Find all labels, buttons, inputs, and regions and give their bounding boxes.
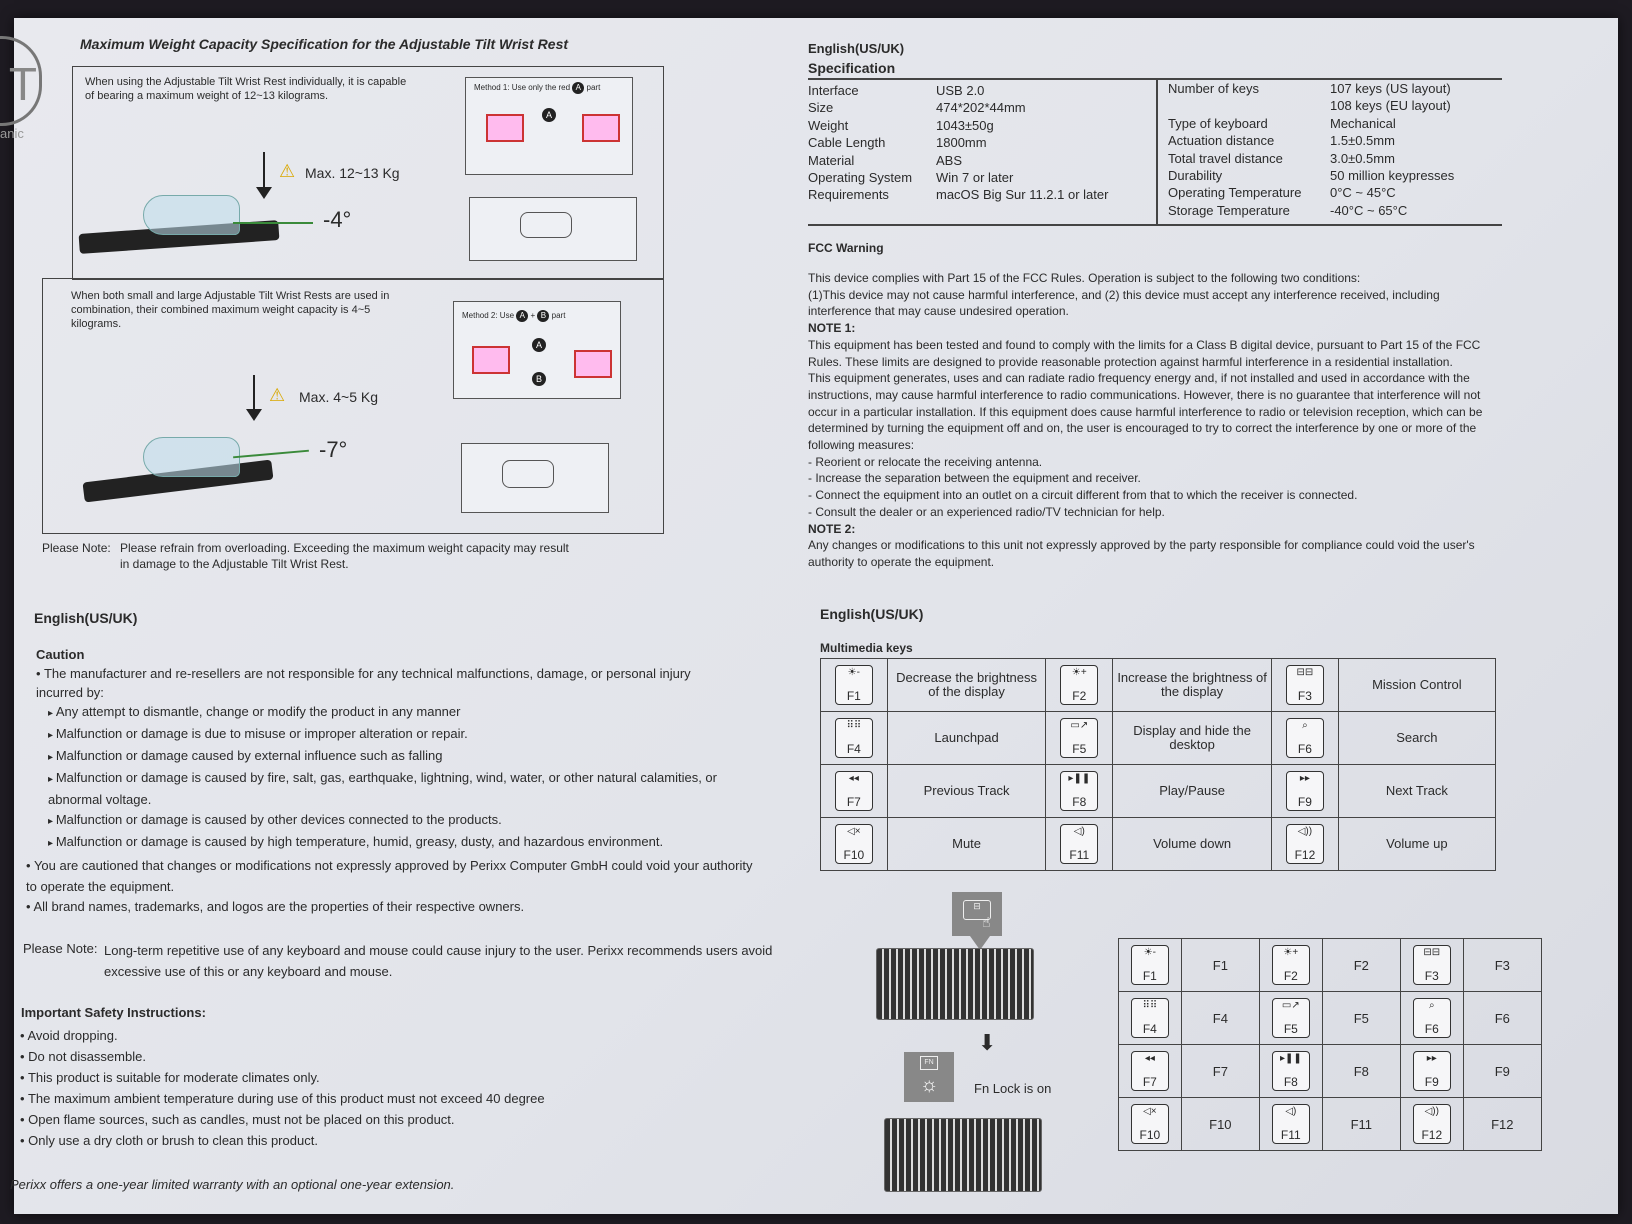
key-glyph-icon: ⌕ <box>1428 1000 1435 1011</box>
fn-lock-label: Fn Lock is on <box>974 1081 1052 1096</box>
spec-value: 3.0±0.5mm <box>1330 150 1395 166</box>
key-glyph-icon: ⌕ <box>1302 720 1308 731</box>
fn-row <box>1119 992 1542 1045</box>
angle-label-2: -7° <box>319 437 348 462</box>
key-cell <box>821 659 888 712</box>
angle-label-1: -4° <box>323 207 352 232</box>
spec-row <box>1168 132 1508 149</box>
caution-item: ▸ Malfunction or damage is due to misuse or improper alteration or repair. <box>48 724 768 746</box>
note2-line: authority to operate the equipment. <box>808 554 995 569</box>
spec-row <box>1168 202 1508 219</box>
key-glyph-icon: ◂◂ <box>848 773 859 784</box>
wrist-rest-right-icon <box>574 350 612 378</box>
spec-row <box>808 82 1148 99</box>
key-cell <box>1259 939 1322 992</box>
note1-line: - Connect the equipment into an outlet on a circuit different from that to which the receiver is connected. <box>808 488 1358 503</box>
multimedia-title: Multimedia keys <box>820 641 913 655</box>
key-description: Mission Control <box>1338 659 1495 712</box>
function-key-icon <box>1131 998 1169 1038</box>
spec-label: Number of keys <box>1168 81 1260 96</box>
function-key-icon <box>1060 665 1098 705</box>
note1-line: - Increase the separation between the equipment and receiver. <box>808 471 1141 486</box>
key-glyph-icon: ◁) <box>1285 1106 1297 1117</box>
key-label: F4 <box>846 742 861 756</box>
fcc-title: FCC Warning <box>808 241 884 255</box>
key-cell <box>1400 992 1463 1045</box>
function-key-icon <box>1060 824 1098 864</box>
right-language-heading-2: English(US/UK) <box>820 606 924 622</box>
spec-value: -40°C ~ 65°C <box>1330 202 1408 218</box>
key-label: F11 <box>1069 848 1090 862</box>
spec-value: 474*202*44mm <box>936 100 1026 116</box>
please-note-label: Please Note: <box>42 541 111 555</box>
note1-line: This equipment has been tested and found to comply with the limits for a Class B digital device, pursuant to Part 15 of the FCC <box>808 337 1481 352</box>
key-glyph-icon: ⊟⊟ <box>1296 667 1314 678</box>
max-weight-label-2: Max. 4~5 Kg <box>299 389 378 405</box>
safety-item: • Open flame sources, such as candles, must not be placed on this product. <box>20 1109 720 1130</box>
spec-value: macOS Big Sur 11.2.1 or later <box>936 187 1109 203</box>
key-label: F12 <box>1421 1128 1443 1142</box>
multimedia-row <box>821 659 1496 712</box>
fn-key-label: F10 <box>1181 1098 1259 1151</box>
fn-key-label: F2 <box>1322 939 1400 992</box>
spec-bottom-rule <box>808 224 1502 226</box>
spec-divider <box>1156 78 1158 224</box>
spec-value: Mechanical <box>1330 115 1396 131</box>
hand-illustration-1 <box>143 195 240 235</box>
injury-note-text: Long-term repetitive use of any keyboard and mouse could cause injury to the user. Perixx recommends users avoid excessive use of this or any keyboard and mouse. <box>104 943 773 979</box>
fcc-line: interference that may cause undesired operation. <box>808 304 1069 319</box>
key-cell <box>1272 765 1339 818</box>
spec-row <box>1168 97 1508 114</box>
hand-pointer-icon: ☝ <box>982 914 991 930</box>
fn-row <box>1119 939 1542 992</box>
mission-control-icon: ⊟ <box>963 900 991 920</box>
key-glyph-icon: ☀+ <box>1071 667 1087 678</box>
key-glyph-icon: ◁) <box>1073 826 1085 837</box>
safety-item: • Only use a dry cloth or brush to clean this product. <box>20 1130 720 1151</box>
note2-title: NOTE 2: <box>808 521 856 536</box>
hand-illustration-2 <box>143 437 240 477</box>
key-cell <box>1400 1045 1463 1098</box>
brand-logo-text: anic <box>0 126 24 141</box>
keyboard-foot-icon <box>520 212 572 238</box>
method-1-callout <box>465 77 633 175</box>
weight-box-1 <box>72 66 664 280</box>
key-cell <box>1046 765 1113 818</box>
caution-item: ▸ Any attempt to dismantle, change or modify the product in any manner <box>48 702 768 724</box>
arrow-head-icon <box>246 409 262 421</box>
fn-key-label: F8 <box>1322 1045 1400 1098</box>
key-glyph-icon: ☀- <box>1143 947 1156 958</box>
right-language-heading: English(US/UK) <box>808 41 905 56</box>
warning-icon: ⚠ <box>279 161 296 181</box>
multimedia-row <box>821 765 1496 818</box>
spec-row <box>808 169 1148 186</box>
key-cell <box>1272 712 1339 765</box>
fn-key-label: F11 <box>1322 1098 1400 1151</box>
function-key-icon <box>835 824 873 864</box>
wrist-rest-left-icon <box>472 346 510 374</box>
function-key-icon <box>1272 1051 1310 1091</box>
key-label: F8 <box>1283 1075 1298 1089</box>
note1-line: This equipment generates, uses and can radiate radio frequency energy and, if not installed and used in accordance with the <box>808 371 1470 386</box>
spec-value: 1800mm <box>936 135 987 151</box>
multimedia-keys-table <box>820 658 1496 871</box>
function-key-icon <box>1286 718 1324 758</box>
spec-label: Storage Temperature <box>1168 202 1290 218</box>
key-glyph-icon: ▭↗ <box>1070 720 1089 731</box>
spec-row <box>1168 184 1508 201</box>
fn-key-label: F3 <box>1463 939 1541 992</box>
weight-capacity-heading: Maximum Weight Capacity Specification for the Adjustable Tilt Wrist Rest <box>80 36 569 52</box>
spec-row <box>1168 115 1508 132</box>
key-glyph-icon: ◁× <box>1143 1106 1157 1117</box>
key-cell <box>1400 1098 1463 1151</box>
key-label: F9 <box>1297 795 1312 809</box>
spec-row <box>1168 80 1508 97</box>
key-description: Decrease the brightness of the display <box>887 659 1046 712</box>
key-label: F8 <box>1072 795 1087 809</box>
keyboard-bottom-figure-1 <box>469 197 637 261</box>
spec-label: Weight <box>808 117 849 133</box>
spec-label <box>1168 97 1330 114</box>
note1-line: occur in a particular installation. If this equipment does cause harmful interference to radio or television reception, which can be <box>808 404 1483 419</box>
key-cell <box>1119 1045 1182 1098</box>
key-glyph-icon: ▸▸ <box>1426 1053 1437 1064</box>
method-2-callout <box>453 301 621 399</box>
key-cell <box>1400 939 1463 992</box>
spec-value: 107 keys (US layout) <box>1330 81 1451 96</box>
fn-key-label: F6 <box>1463 992 1541 1045</box>
spec-label: Operating Temperature <box>1168 185 1302 201</box>
caution-bullet: • You are cautioned that changes or modifications not expressly approved by Perixx Computer GmbH could void your authority to operate the equipment. <box>26 856 756 897</box>
key-glyph-icon: ☀- <box>847 667 860 678</box>
key-description: Next Track <box>1338 765 1495 818</box>
note1-line: instructions, may cause harmful interference to radio communications. However, there is no guarantee that interference will not <box>808 387 1481 402</box>
function-key-icon <box>835 718 873 758</box>
multimedia-row <box>821 712 1496 765</box>
note1-line: Rules. These limits are designed to provide reasonable protection against harmful interference in a residential installation. <box>808 354 1453 369</box>
fn-row <box>1119 1045 1542 1098</box>
weight-box-2-text: When both small and large Adjustable Tilt Wrist Rests are used in combination, their combined maximum weight capacity is 4~5 kilograms. <box>71 290 390 330</box>
spec-value: 108 keys (EU layout) <box>1330 98 1451 114</box>
fn-key-press-badge <box>952 892 1002 936</box>
caution-bullets <box>26 856 756 918</box>
injury-note-label: Please Note: <box>23 941 98 956</box>
key-label: F2 <box>1072 689 1087 703</box>
safety-item: • This product is suitable for moderate climates only. <box>20 1067 720 1088</box>
function-key-icon <box>1131 1104 1169 1144</box>
key-cell <box>1046 712 1113 765</box>
keyboard-foot-icon <box>502 460 554 488</box>
function-key-icon <box>1131 945 1169 985</box>
key-cell <box>1259 992 1322 1045</box>
function-key-icon <box>1131 1051 1169 1091</box>
spec-row <box>1168 150 1508 167</box>
multimedia-row <box>821 818 1496 871</box>
wrist-rest-right-icon <box>582 114 620 142</box>
key-glyph-icon: ◁)) <box>1424 1106 1439 1117</box>
key-glyph-icon: ⊟⊟ <box>1423 947 1441 958</box>
key-label: F11 <box>1280 1128 1301 1142</box>
note2-line: Any changes or modifications to this unit not expressly approved by the party responsible for compliance could void the user's <box>808 538 1475 553</box>
spec-label: Type of keyboard <box>1168 115 1268 131</box>
fn-key-label: F12 <box>1463 1098 1541 1151</box>
spec-row <box>808 152 1148 169</box>
key-glyph-icon: ◂◂ <box>1144 1053 1155 1064</box>
key-glyph-icon: ⠿⠿ <box>1142 1000 1158 1011</box>
function-key-icon <box>1060 718 1098 758</box>
key-label: F2 <box>1283 969 1298 983</box>
spec-value: USB 2.0 <box>936 83 985 98</box>
key-cell <box>1046 818 1113 871</box>
key-label: F7 <box>846 795 861 809</box>
key-glyph-icon: ▭↗ <box>1281 1000 1300 1011</box>
badge-b-icon: B <box>532 372 546 386</box>
angle-line-1 <box>233 222 313 224</box>
fn-key-label: F1 <box>1181 939 1259 992</box>
key-description: Mute <box>887 818 1046 871</box>
warranty-text: Perixx offers a one-year limited warranty with an optional one-year extension. <box>10 1177 455 1192</box>
spec-label: Actuation distance <box>1168 133 1275 149</box>
safety-item: • Do not disassemble. <box>20 1046 720 1067</box>
function-key-icon <box>835 771 873 811</box>
note1-line: following measures: <box>808 438 915 453</box>
key-cell <box>1119 1098 1182 1151</box>
key-label: F5 <box>1283 1022 1298 1036</box>
keyboard-top-illustration <box>876 948 1034 1020</box>
key-cell <box>1119 992 1182 1045</box>
spec-right-table <box>1168 80 1508 219</box>
safety-list <box>20 1025 720 1151</box>
function-key-icon <box>1060 771 1098 811</box>
caution-item: ▸ Malfunction or damage is caused by other devices connected to the products. <box>48 810 768 832</box>
spec-label: Durability <box>1168 168 1223 184</box>
key-cell <box>1272 818 1339 871</box>
key-cell <box>1119 939 1182 992</box>
spec-label: Requirements <box>808 187 889 203</box>
please-note-text: Please refrain from overloading. Exceeding the maximum weight capacity may result in damage to the Adjustable Tilt Wrist Rest. <box>120 541 569 571</box>
key-cell <box>821 712 888 765</box>
key-description: Volume up <box>1338 818 1495 871</box>
note1-title: NOTE 1: <box>808 321 856 336</box>
fcc-text <box>808 270 1568 571</box>
key-cell <box>1272 659 1339 712</box>
fcc-line: This device complies with Part 15 of the FCC Rules. Operation is subject to the following two conditions: <box>808 271 1361 285</box>
spec-row <box>808 99 1148 116</box>
caution-bullet: • All brand names, trademarks, and logos are the properties of their respective owners. <box>26 897 756 918</box>
wrist-rest-left-icon <box>486 114 524 142</box>
keyboard-bottom-figure-2 <box>461 443 609 513</box>
key-label: F1 <box>1142 969 1157 983</box>
badge-a-icon: A <box>532 338 546 352</box>
fn-key-label: F7 <box>1181 1045 1259 1098</box>
note1-line: - Consult the dealer or an experienced radio/TV technician for help. <box>808 504 1165 519</box>
spec-value: 0°C ~ 45°C <box>1330 185 1396 201</box>
angle-line-2 <box>233 450 309 459</box>
arrow-head-icon <box>256 187 272 199</box>
safety-item: • Avoid dropping. <box>20 1025 720 1046</box>
brand-logo: T <box>0 36 42 126</box>
spec-value: 50 million keypresses <box>1330 168 1455 184</box>
key-label: F6 <box>1424 1022 1439 1036</box>
function-key-icon <box>1272 945 1310 985</box>
key-label: F9 <box>1424 1075 1439 1089</box>
spec-label: Operating System <box>808 170 913 186</box>
max-weight-label-1: Max. 12~13 Kg <box>305 165 400 181</box>
key-description: Display and hide the desktop <box>1113 712 1272 765</box>
spec-title: Specification <box>808 60 896 76</box>
key-label: F3 <box>1424 969 1439 983</box>
key-glyph-icon: ▸❚❚ <box>1068 773 1091 784</box>
fn-lock-badge <box>904 1052 954 1102</box>
safety-title: Important Safety Instructions: <box>21 1005 206 1020</box>
method-1-label: Method 1: Use only the red A part <box>474 83 601 92</box>
fn-key-icon: FN <box>920 1056 938 1070</box>
key-cell <box>1046 659 1113 712</box>
function-key-icon <box>1272 1104 1310 1144</box>
spec-row <box>808 117 1148 134</box>
key-glyph-icon: ▸▸ <box>1299 773 1310 784</box>
function-key-icon <box>1413 1051 1451 1091</box>
key-cell <box>821 818 888 871</box>
function-key-icon <box>1286 771 1324 811</box>
key-label: F7 <box>1142 1075 1157 1089</box>
method-2-label: Method 2: Use A + B part <box>462 311 566 320</box>
key-description: Volume down <box>1113 818 1272 871</box>
key-label: F12 <box>1294 848 1316 862</box>
function-key-icon <box>1286 665 1324 705</box>
caution-list <box>48 702 768 854</box>
key-cell <box>1259 1045 1322 1098</box>
spec-row <box>1168 167 1508 184</box>
key-label: F4 <box>1142 1022 1157 1036</box>
key-label: F3 <box>1297 689 1312 703</box>
key-glyph-icon: ▸❚❚ <box>1279 1053 1302 1064</box>
safety-item: • The maximum ambient temperature during use of this product must not exceed 40 degree <box>20 1088 720 1109</box>
weight-box-2 <box>42 278 664 534</box>
function-key-icon <box>835 665 873 705</box>
function-key-icon <box>1272 998 1310 1038</box>
key-label: F10 <box>843 848 865 862</box>
fn-row <box>1119 1098 1542 1151</box>
spec-label: Cable Length <box>808 135 886 151</box>
key-description: Search <box>1338 712 1495 765</box>
key-glyph-icon: ☀+ <box>1283 947 1299 958</box>
key-label: F10 <box>1139 1128 1161 1142</box>
function-key-icon <box>1413 1104 1451 1144</box>
arrow-down-icon: ⬇ <box>978 1030 997 1055</box>
key-description: Increase the brightness of the display <box>1113 659 1272 712</box>
badge-a-icon: A <box>542 108 556 122</box>
key-description: Play/Pause <box>1113 765 1272 818</box>
fcc-line: (1)This device may not cause harmful interference, and (2) this device must accept any interference received, including <box>808 287 1440 302</box>
key-label: F1 <box>846 689 861 703</box>
spec-label: Size <box>808 100 834 116</box>
key-description: Launchpad <box>887 712 1046 765</box>
caution-item: ▸ Malfunction or damage caused by external influence such as falling <box>48 746 768 768</box>
fn-key-label: F9 <box>1463 1045 1541 1098</box>
spec-left-table <box>808 82 1148 204</box>
spec-row <box>808 186 1148 203</box>
key-description: Previous Track <box>887 765 1046 818</box>
warning-icon: ⚠ <box>269 385 286 405</box>
caution-title: Caution <box>36 647 85 662</box>
sun-icon: ☼ <box>920 1074 939 1096</box>
caution-intro: • The manufacturer and re-resellers are not responsible for any technical malfunctions, damage, or personal injury incurred by: <box>36 664 716 702</box>
note1-line: - Reorient or relocate the receiving antenna. <box>808 454 1043 469</box>
note1-line: determined by turning the equipment off and on, the user is encouraged to try to correct the interference by one or more of the <box>808 421 1477 436</box>
key-cell <box>1259 1098 1322 1151</box>
function-key-icon <box>1413 945 1451 985</box>
caution-item: ▸ Malfunction or damage is caused by fire, salt, gas, earthquake, lightning, wind, water, or other natural calamities, or abnormal voltage. <box>48 768 768 810</box>
spec-label: Interface <box>808 83 859 98</box>
function-key-icon <box>1286 824 1324 864</box>
key-label: F6 <box>1297 742 1312 756</box>
key-label: F5 <box>1072 742 1087 756</box>
weight-box-1-text: When using the Adjustable Tilt Wrist Rest individually, it is capable of bearing a maximum weight of 12~13 kilograms. <box>85 76 407 102</box>
spec-value: 1043±50g <box>936 117 994 133</box>
spec-value: 1.5±0.5mm <box>1330 133 1395 149</box>
key-glyph-icon: ◁× <box>847 826 861 837</box>
spec-label: Total travel distance <box>1168 150 1283 166</box>
function-key-icon <box>1413 998 1451 1038</box>
caution-item: ▸ Malfunction or damage is caused by high temperature, humid, greasy, dusty, and hazardous environment. <box>48 832 768 854</box>
fn-key-label: F5 <box>1322 992 1400 1045</box>
key-glyph-icon: ⠿⠿ <box>846 720 862 731</box>
fn-key-label: F4 <box>1181 992 1259 1045</box>
fn-lock-keys-table <box>1118 938 1542 1151</box>
spec-value: Win 7 or later <box>936 170 1014 186</box>
spec-row <box>808 134 1148 151</box>
key-glyph-icon: ◁)) <box>1297 826 1313 837</box>
key-cell <box>821 765 888 818</box>
left-language-heading: English(US/UK) <box>34 610 138 626</box>
spec-value: ABS <box>936 152 963 168</box>
keyboard-bottom-illustration <box>884 1118 1042 1192</box>
spec-label: Material <box>808 152 855 168</box>
